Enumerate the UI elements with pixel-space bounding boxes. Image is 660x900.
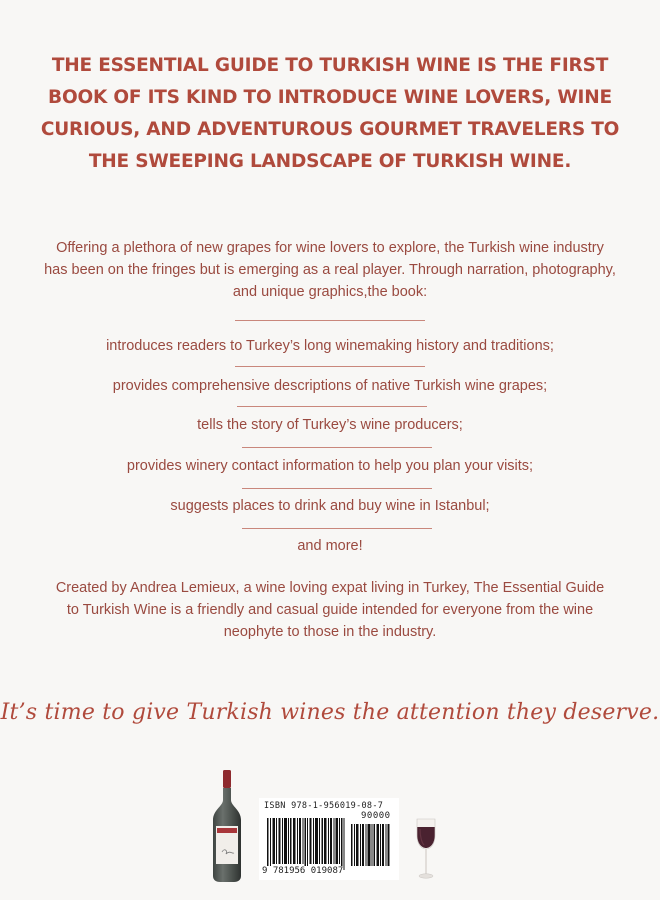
about-paragraph	[0, 577, 660, 643]
headline-line: BOOK OF ITS KIND TO INTRODUCE WINE LOVERS, WINE	[48, 87, 612, 108]
intro-line: has been on the fringes but is emerging as a real player. Through narration, photography,	[44, 262, 616, 278]
divider	[242, 447, 432, 448]
tagline: It’s time to give Turkish wines the attention they deserve.	[0, 700, 660, 725]
wine-bottle-icon	[212, 770, 242, 882]
headline	[0, 50, 660, 178]
intro-paragraph	[0, 237, 660, 303]
wine-glass-icon	[414, 817, 438, 881]
intro-line: Offering a plethora of new grapes for wine lovers to explore, the Turkish wine industry	[56, 240, 604, 256]
isbn-label: ISBN 978-1-956019-08-7	[264, 801, 384, 811]
divider	[237, 406, 427, 407]
bullet-item: provides comprehensive descriptions of native Turkish wine grapes;	[112, 378, 548, 394]
bullet-item: provides winery contact information to help you plan your visits;	[126, 458, 534, 474]
divider	[235, 366, 425, 367]
about-line: neophyte to those in the industry.	[223, 624, 437, 640]
bullet-item: suggests places to drink and buy wine in Istanbul;	[170, 498, 490, 514]
intro-line: and unique graphics,the book:	[232, 284, 428, 300]
divider	[235, 320, 425, 321]
divider	[242, 488, 432, 489]
about-line: Created by Andrea Lemieux, a wine loving expat living in Turkey, The Essential Guide	[55, 580, 605, 596]
headline-line: THE SWEEPING LANDSCAPE OF TURKISH WINE.	[88, 151, 572, 172]
about-line: to Turkish Wine is a friendly and casual guide intended for everyone from the wine	[66, 602, 594, 618]
bullet-item: tells the story of Turkey’s wine producers;	[197, 417, 463, 433]
ean-digits: 9 781956 019087	[262, 866, 344, 876]
bullet-item: introduces readers to Turkey’s long winemaking history and traditions;	[106, 338, 554, 354]
divider	[242, 528, 432, 529]
bullet-item: and more!	[297, 538, 363, 554]
headline-line: THE ESSENTIAL GUIDE TO TURKISH WINE IS THE FIRST	[51, 55, 609, 76]
price-code: 90000	[361, 811, 391, 821]
headline-line: CURIOUS, AND ADVENTUROUS GOURMET TRAVELERS TO	[40, 119, 620, 140]
